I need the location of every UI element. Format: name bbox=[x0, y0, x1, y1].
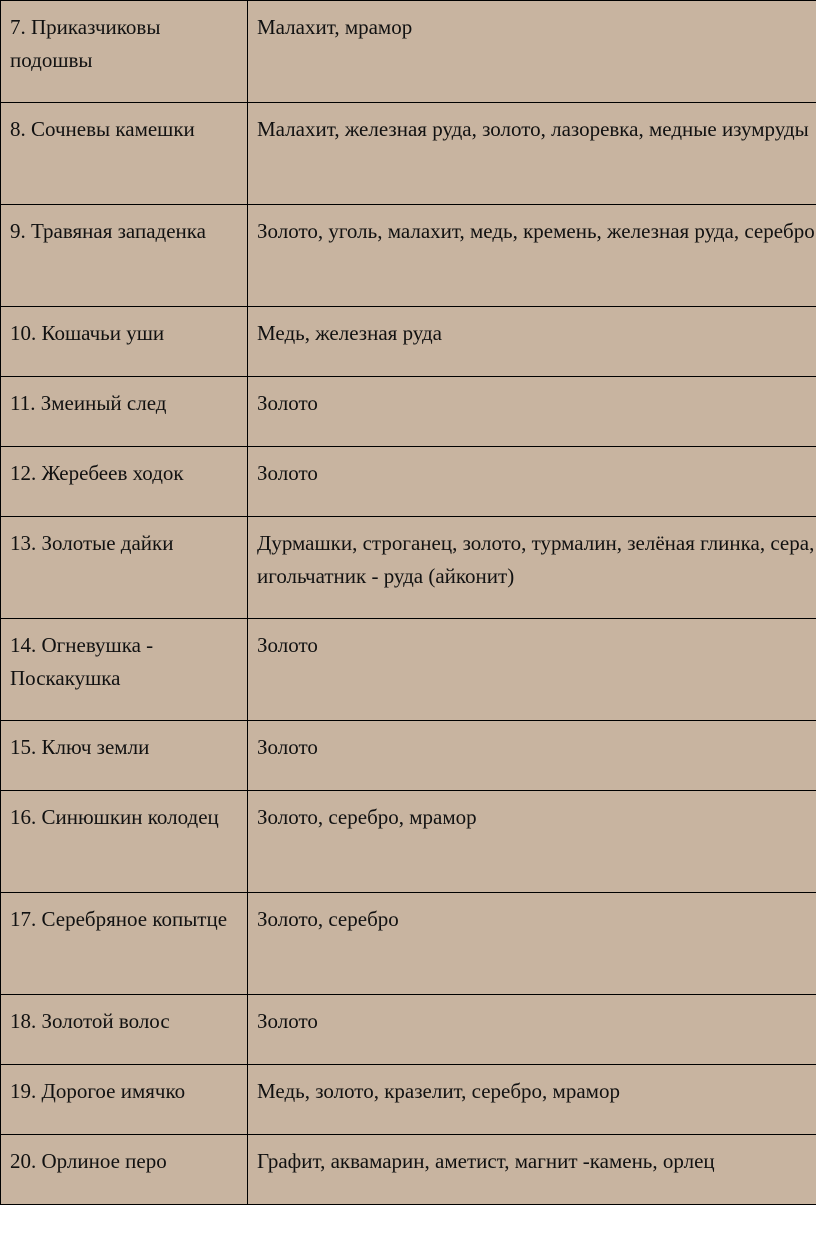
minerals-cell: Графит, аквамарин, аметист, магнит -камень, орлец bbox=[248, 1135, 816, 1205]
story-title-cell: 9. Травяная западенка bbox=[1, 205, 248, 307]
table-row bbox=[1, 377, 816, 447]
story-title-cell: 16. Синюшкин колодец bbox=[1, 791, 248, 893]
minerals-cell: Золото bbox=[248, 995, 816, 1065]
minerals-cell: Золото, серебро, мрамор bbox=[248, 791, 816, 893]
minerals-cell: Золото bbox=[248, 447, 816, 517]
table-row bbox=[1, 447, 816, 517]
story-title-cell: 18. Золотой волос bbox=[1, 995, 248, 1065]
story-title-cell: 14. Огневушка - Поскакушка bbox=[1, 619, 248, 721]
minerals-cell: Золото bbox=[248, 377, 816, 447]
story-title-cell: 8. Сочневы камешки bbox=[1, 103, 248, 205]
story-title-cell: 15. Ключ земли bbox=[1, 721, 248, 791]
minerals-cell: Золото bbox=[248, 721, 816, 791]
minerals-cell: Золото, уголь, малахит, медь, кремень, железная руда, серебро bbox=[248, 205, 816, 307]
table-row bbox=[1, 893, 816, 995]
table-row bbox=[1, 791, 816, 893]
minerals-cell: Медь, золото, кразелит, серебро, мрамор bbox=[248, 1065, 816, 1135]
table-row bbox=[1, 619, 816, 721]
story-title-cell: 17. Серебряное копытце bbox=[1, 893, 248, 995]
minerals-cell: Малахит, железная руда, золото, лазоревка, медные изумруды bbox=[248, 103, 816, 205]
table-row bbox=[1, 103, 816, 205]
table-row bbox=[1, 995, 816, 1065]
table-body bbox=[1, 1, 816, 1205]
story-title-cell: 13. Золотые дайки bbox=[1, 517, 248, 619]
table-row bbox=[1, 1135, 816, 1205]
minerals-cell: Медь, железная руда bbox=[248, 307, 816, 377]
story-title-cell: 10. Кошачьи уши bbox=[1, 307, 248, 377]
table-row bbox=[1, 205, 816, 307]
table-row bbox=[1, 1065, 816, 1135]
story-title-cell: 7. Приказчиковы подошвы bbox=[1, 1, 248, 103]
minerals-cell: Дурмашки, строганец, золото, турмалин, зелёная глинка, сера, игольчатник - руда (айконит) bbox=[248, 517, 816, 619]
table-row bbox=[1, 1, 816, 103]
minerals-cell: Малахит, мрамор bbox=[248, 1, 816, 103]
story-title-cell: 20. Орлиное перо bbox=[1, 1135, 248, 1205]
table-row bbox=[1, 721, 816, 791]
minerals-cell: Золото, серебро bbox=[248, 893, 816, 995]
table-row bbox=[1, 517, 816, 619]
table-row bbox=[1, 307, 816, 377]
story-title-cell: 19. Дорогое имячко bbox=[1, 1065, 248, 1135]
story-title-cell: 11. Змеиный след bbox=[1, 377, 248, 447]
story-title-cell: 12. Жеребеев ходок bbox=[1, 447, 248, 517]
minerals-cell: Золото bbox=[248, 619, 816, 721]
